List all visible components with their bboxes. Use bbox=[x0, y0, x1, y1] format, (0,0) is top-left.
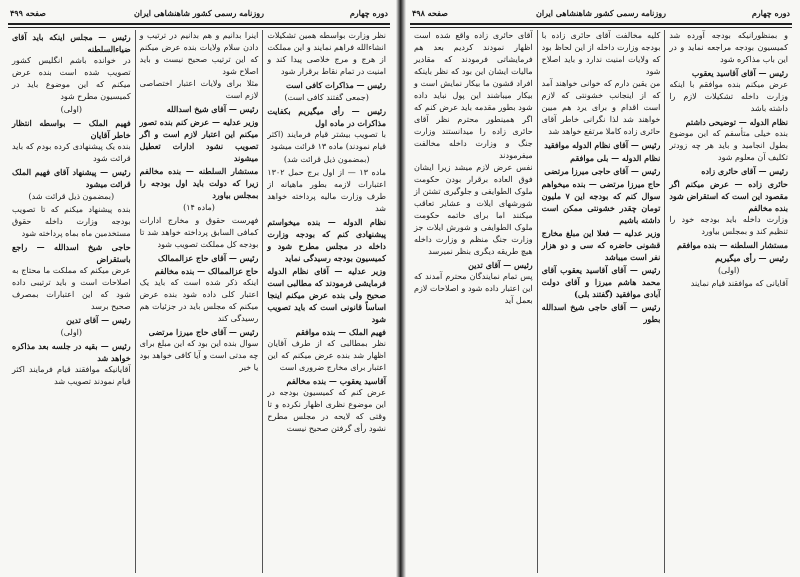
speaker-paragraph: وزیر عدلیه — آقای نظام الدوله فرمایشی فرمودند که مطالبی است صحیح ولی بنده عرض میکنم اینجا اساساً قانونی است که باید تصویب شود bbox=[267, 266, 386, 324]
speaker-paragraph: رئیس — آقای حاج عزالممالک bbox=[158, 253, 259, 263]
text-columns bbox=[8, 30, 390, 573]
paragraph: بنده پیشنهاد میکنم که تا تصویب بودجه وزارت داخله حقوق مستخدمین ماه بماه پرداخته شود bbox=[11, 205, 131, 238]
speaker-paragraph: حاج عزالممالک — بنده مخالفم bbox=[154, 266, 259, 276]
speaker-paragraph: فهیم الملک — بنده موافقم bbox=[295, 327, 386, 337]
speaker-paragraph: رئیس — رأی میگیریم بکفایت مذاکرات در ماده اول bbox=[267, 106, 386, 128]
paragraph: وزارت داخله باید بودجه خود را تنظیم کند و بمجلس بیاورد bbox=[669, 215, 788, 236]
centered-note: (اولی) bbox=[60, 328, 83, 337]
paragraph: عرض کنم که کمیسیون بودجه در این موضوع نظری اظهار نکرده و تا وقتی که لایحه در مجلس مطرح نشود رأی گرفتن صحیح نیست bbox=[267, 388, 386, 433]
speaker-paragraph: حائری زاده — عرض میکنم اگر مقصود این است که استقراض شود بنده مخالفم bbox=[669, 179, 788, 213]
paragraph: با تصویب بیشتر قیام فرمایند (اکثر قیام نمودند) ماده ۱۳ قرائت میشود bbox=[267, 130, 386, 151]
paragraph: ماده ۱۳ — از اول برج حمل ۱۳۰۲ اعتبارات لازمه بطور ماهیانه از طرف وزارت مالیه پرداخته خواهد شد bbox=[267, 168, 386, 213]
text-column bbox=[262, 30, 390, 573]
centered-note: (ماده ۱۴) bbox=[183, 203, 215, 212]
paragraph: در خوانده باشم انگلیس کشور تصویب شده است بنده عرض میکنم که این موضوع باید در کمیسیون مطرح شود bbox=[11, 56, 131, 101]
text-columns bbox=[410, 30, 792, 573]
text-column bbox=[537, 30, 665, 573]
paragraph: نفس عرض لازم میشد زیرا ایشان فوق العاده برقرار بودن حکومت ملوک الطوایفی و جلوگیری تشتن از شورشهای ایلات و عشایر تعاقب میکنند اما برای خاتمه حکومت ملوک الطوایفی و شورش ایلات جز وزارت جنگ منظم و وزارت داخله هیچ طریقه دیگری بنظر نمیرسد bbox=[413, 163, 533, 256]
paragraph: اینرا بدانیم و هم بدانیم در ترتیب و دادن سلام ولایات بنده عرض میکنم که این ترتیب صحیح نیست و باید اصلاح شود bbox=[139, 31, 259, 76]
paragraph: بنده یک پیشنهادی کرده بودم که باید قرائت شود bbox=[11, 142, 131, 163]
speaker-paragraph: وزیر عدلیه — عرض کنم بنده تصور میکنم این اعتبار لازم است و اگر تصویب نشود ادارات تعطیل میشوند bbox=[139, 117, 259, 163]
page-number: صفحه ۴۹۹ bbox=[10, 8, 46, 18]
period-label: دوره چهارم bbox=[751, 8, 790, 18]
paragraph: پس تمام نمایندگان محترم آمدند که این اعتبار داده شود و اصلاحات لازم بعمل آید bbox=[413, 272, 533, 305]
speaker-paragraph: رئیس — رأی میگیریم bbox=[715, 253, 788, 263]
speaker-paragraph: مستشار السلطنه — بنده مخالفم زیرا که دولت باید اول بودجه را بمجلس بیاورد bbox=[139, 166, 259, 200]
speaker-paragraph: حاج میرزا مرتضی — بنده میخواهم سوال کنم که بودجه این ۷ ملیون تومان چقدر خشونتی ممکن است داشته باشیم bbox=[541, 179, 661, 225]
speaker-paragraph: رئیس — آقای آقاسید یعقوب bbox=[691, 68, 788, 78]
paragraph: فهرست حقوق و مخارج ادارات کمافی السابق پرداخته خواهد شد تا بودجه کل مملکت تصویب شود bbox=[139, 216, 259, 249]
paragraph: عرض میکنم بنده موافقم با اینکه وزارت داخله تشکیلات لازم را داشته باشد bbox=[669, 80, 788, 113]
paragraph: نظر وزارت بواسطه همین تشکیلات انشاءالله فراهم نمایند و این مملکت از هرج و مرج خلاصی پیدا کند و امنیت در تمام نقاط برقرار شود bbox=[267, 31, 386, 76]
paragraph: اینکه ذکر شده است که باید یک اعتبار کلی داده شود بنده عرض میکنم که مجلس باید در جزئیات هم رسیدگی کند bbox=[139, 278, 259, 323]
newspaper-title: روزنامه رسمی کشور شاهنشاهی ایران bbox=[536, 8, 666, 18]
paragraph: بنده خیلی متأسفم که این موضوع بطول انجامید و باید هر چه زودتر تکلیف آن معلوم شود bbox=[669, 129, 788, 162]
speaker-paragraph: رئیس — پیشنهاد آقای فهیم الملک قرائت میشود bbox=[11, 167, 131, 189]
page-header bbox=[412, 8, 790, 20]
paragraph: نظر بمطالبی که از طرف آقایان اظهار شد بنده عرض میکنم که این اعتبار برای مخارج ضروری است bbox=[267, 339, 386, 372]
speaker-paragraph: رئیس — مذاکرات کافی است bbox=[285, 80, 386, 90]
paragraph: من یقین دارم که خوانی خواهند آمد که از اینجانب خشونتی که لازم است اقدام و برای یرد هم میین خواهند شد لذا نگرانی خاطر آقای حائری زاده کاملا مرتفع خواهد شد bbox=[541, 79, 661, 136]
page-header bbox=[10, 8, 388, 20]
paragraph: سوال بنده این بود که این مبلغ برای چه مدتی است و آیا کافی خواهد بود یا خیر bbox=[139, 339, 259, 372]
speaker-paragraph: رئیس — آقای حاجی میرزا مرتضی bbox=[544, 166, 661, 176]
speaker-paragraph: رئیس — آقای حاج میرزا مرتضی bbox=[148, 327, 259, 337]
paragraph: عرض میکنم که مملکت ما محتاج به اصلاحات است و باید ترتیبی داده شود که این اعتبارات بمصرف صحیح برسد bbox=[11, 266, 131, 311]
speaker-paragraph: مستشار السلطنه — بنده موافقم bbox=[677, 240, 788, 250]
centered-note: (بمضمون ذیل قرائت شد) bbox=[283, 155, 370, 164]
newspaper-title: روزنامه رسمی کشور شاهنشاهی ایران bbox=[134, 8, 264, 18]
speaker-paragraph: رئیس — مجلس اینکه باید آقای ضیاءالسلطنه bbox=[11, 32, 131, 54]
speaker-paragraph: آقاسید یعقوب — بنده مخالفم bbox=[286, 376, 386, 386]
paragraph: مثلا برای ولایات اعتبار اختصاصی لازم است bbox=[139, 79, 259, 100]
text-column bbox=[664, 30, 792, 573]
period-label: دوره چهارم bbox=[349, 8, 388, 18]
speaker-paragraph: نظام الدوله — توضیحی داشتم bbox=[685, 117, 788, 127]
speaker-paragraph: رئیس — آقای تدین bbox=[66, 315, 131, 325]
text-column bbox=[135, 30, 263, 573]
speaker-paragraph: نظام الدوله — بلی موافقم bbox=[570, 153, 661, 163]
centered-note: (جمعی گفتند کافی است) bbox=[284, 93, 369, 102]
centered-note: (اولی) bbox=[717, 266, 740, 275]
speaker-paragraph: رئیس — آقای حاجی شیخ اسدالله بطور bbox=[541, 302, 661, 324]
paragraph: آقایانی که موافقند قیام نمایند bbox=[690, 279, 788, 288]
speaker-paragraph: رئیس — آقای آقاسید یعقوب آقای محمد هاشم میرزا و آقای دولت آبادی موافقید (گفتند بلی) bbox=[541, 265, 661, 299]
header-rule bbox=[410, 23, 792, 28]
book-spine-shadow bbox=[396, 0, 406, 577]
speaker-paragraph: رئیس — بقیه در جلسه بعد مذاکره خواهد شد bbox=[11, 341, 131, 363]
centered-note: (اولی) bbox=[60, 105, 83, 114]
header-rule bbox=[8, 23, 390, 28]
right-newspaper-page bbox=[402, 0, 800, 577]
paragraph: آقایانیکه موافقند قیام فرمایند اکثر قیام نمودند تصویب شد bbox=[11, 365, 131, 386]
speaker-paragraph: وزیر عدلیه — فعلا این مبلغ مخارج قشونی حاضره که سی و دو هزار نفر است میباشد bbox=[541, 228, 661, 262]
speaker-paragraph: رئیس — آقای حائری زاده bbox=[701, 166, 788, 176]
speaker-paragraph: فهیم الملک — بواسطه انتظار خاطر آقایان bbox=[11, 118, 131, 140]
page-number: صفحه ۴۹۸ bbox=[412, 8, 448, 18]
speaker-paragraph: حاجی شیخ اسدالله — راجع باستقراض bbox=[11, 242, 131, 264]
paragraph: کلیه مخالفت آقای حائری زاده با بودجه وزارت داخله از این لحاظ بود که ولایات امنیت ندارد و باید اصلاح شود bbox=[541, 31, 661, 76]
text-column bbox=[410, 30, 537, 573]
speaker-paragraph: رئیس — آقای نظام الدوله موافقید bbox=[544, 140, 661, 150]
left-newspaper-page bbox=[0, 0, 398, 577]
speaker-paragraph: رئیس — آقای تدین bbox=[468, 260, 533, 270]
paragraph: آقای حائری زاده واقع شده است اظهار نمودند کردیم بعد هم فرمایشاتی فرمودند که مقادیر مالیات ایشان این بود که نظر باینکه افراد قشون ما بیکار نمایش است و بیکار میباشند این پول نباید داده شود بطور مقدمه باید عرض کنم که اگر همینطور محترم نظر آقای حائری زاده را میدانستند وزارت جنگ و وزارت داخله مخالفت میفرمودند bbox=[413, 31, 533, 160]
text-column bbox=[8, 30, 135, 573]
centered-note: (بمضمون ذیل قرائت شد) bbox=[28, 192, 115, 201]
speaker-paragraph: رئیس — آقای شیخ اسدالله bbox=[166, 104, 259, 114]
paragraph: و بمنظورانیکه بودجه آورده شد کمیسیون بودجه مراجعه نماید و در این باب مذاکره شود bbox=[669, 31, 788, 64]
speaker-paragraph: نظام الدوله — بنده میخواستم پیشنهادی کنم که بودجه وزارت داخله در مجلس مطرح شود و کمیسیون بودجه رسیدگی نماید bbox=[267, 217, 386, 263]
